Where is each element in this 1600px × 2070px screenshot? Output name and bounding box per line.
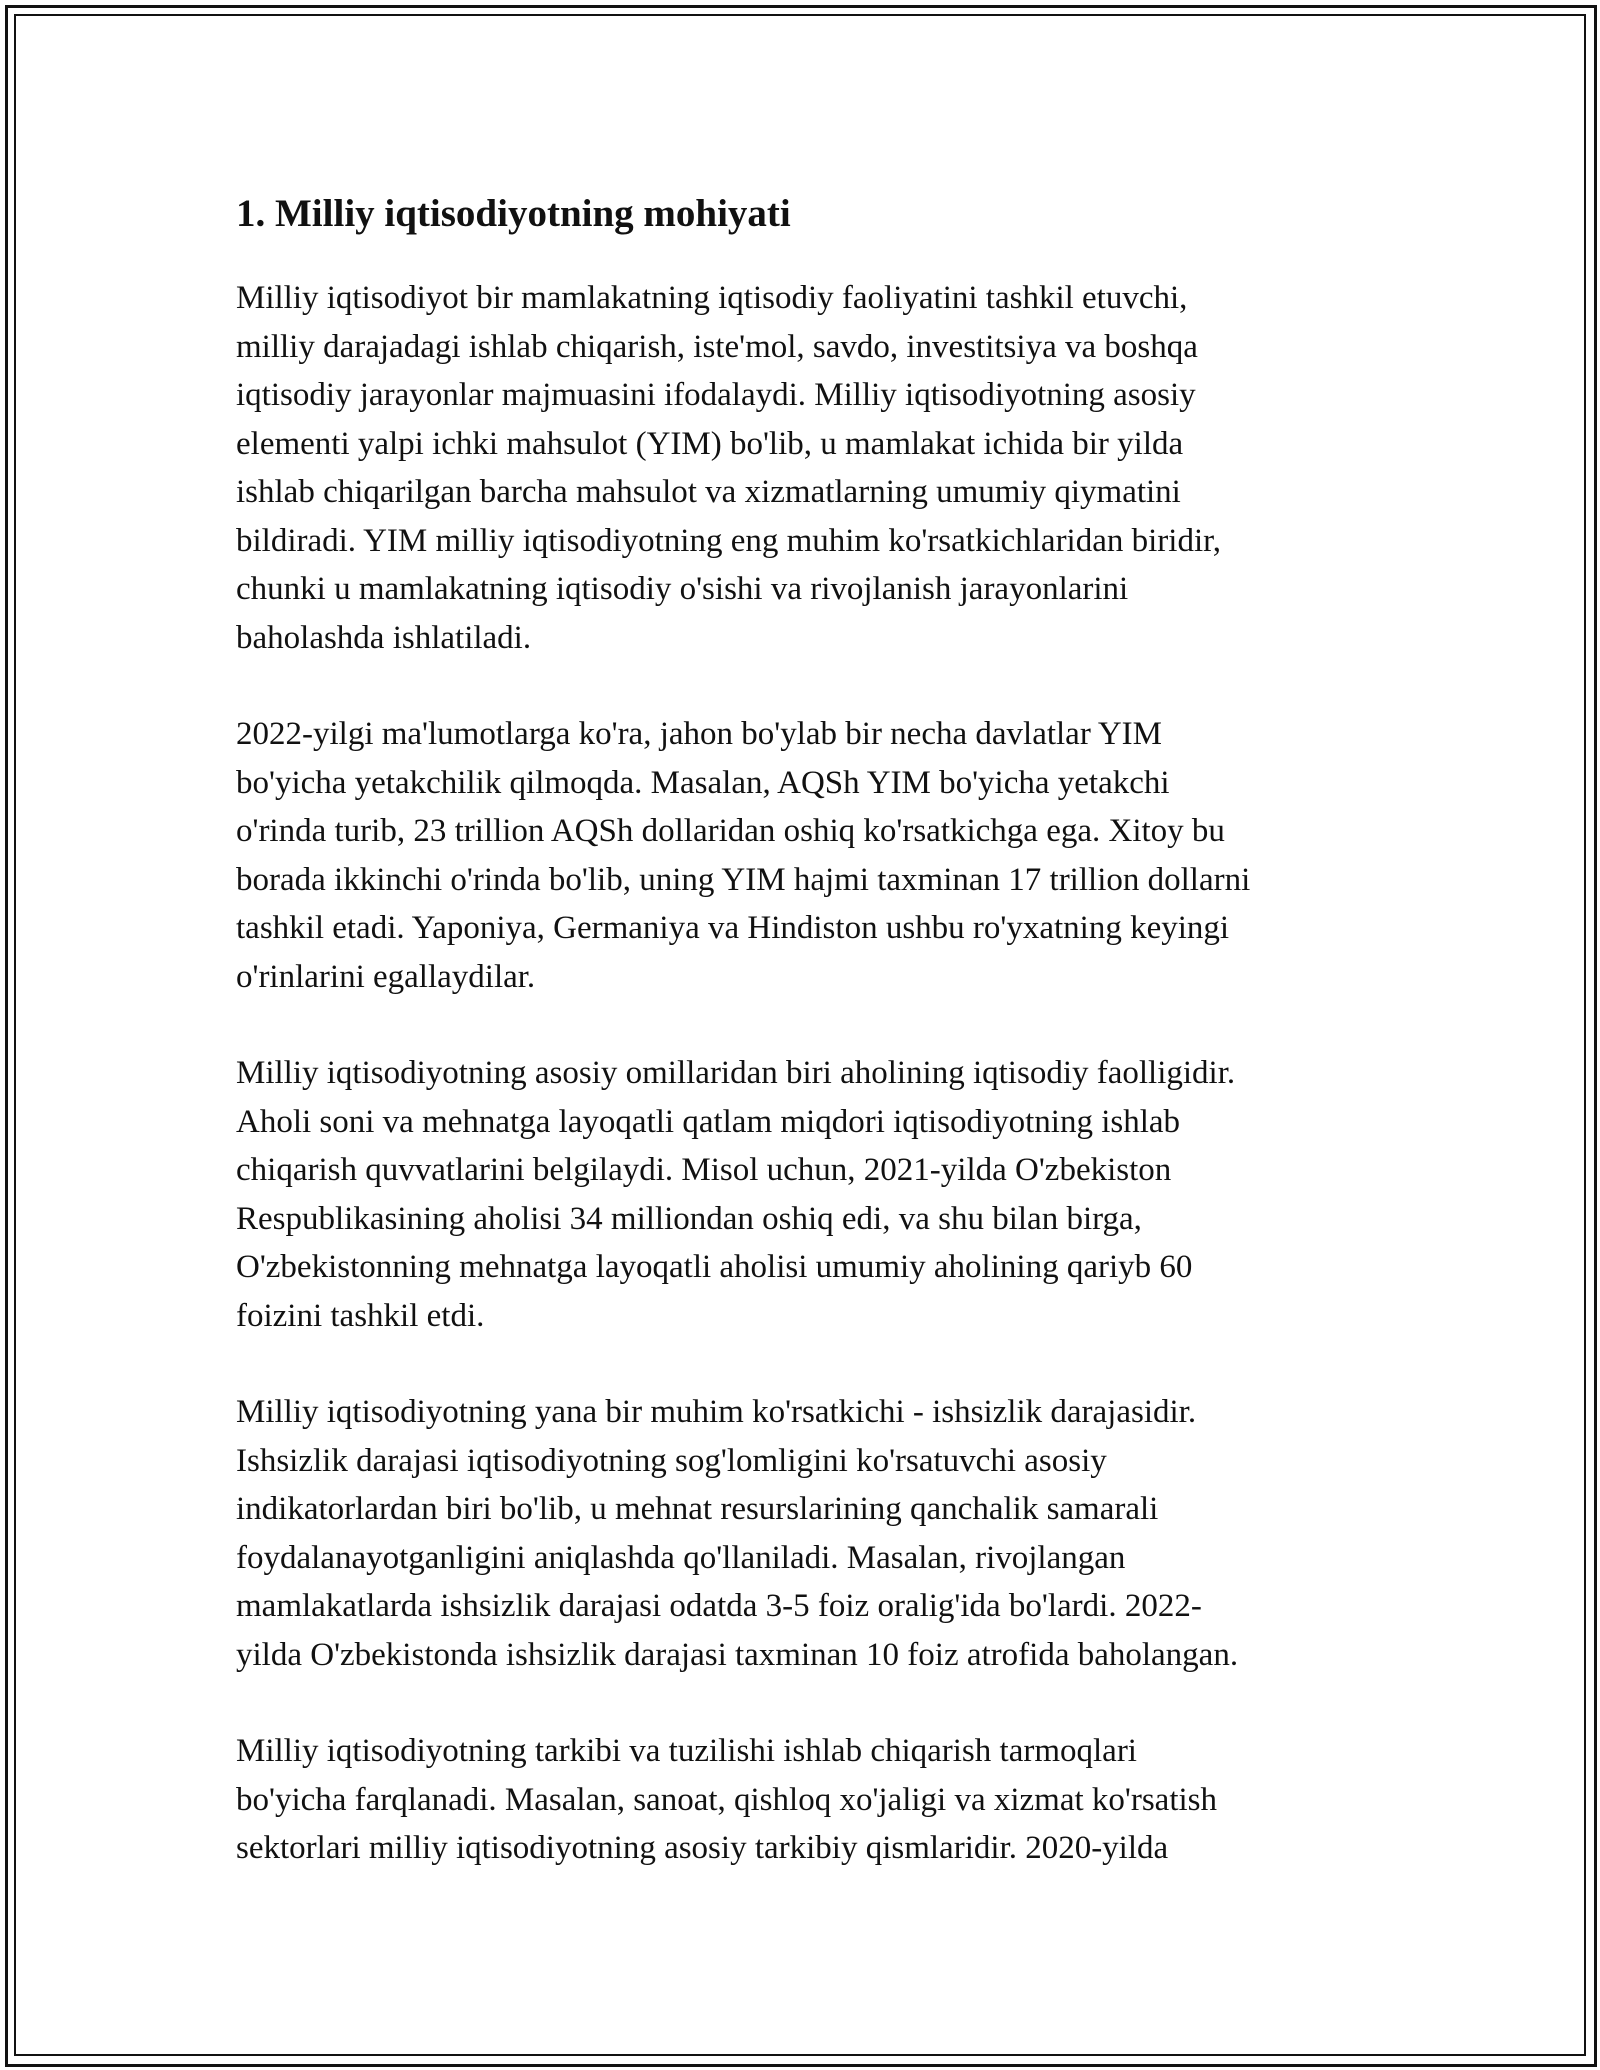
paragraph-2: 2022-yilgi ma'lumotlarga ko'ra, jahon bo'ylab bir necha davlatlar YIM bo'yicha yetakchilik qilmoqda. Masalan, AQSh YIM bo'yicha yetakchi o'rinda turib, 23 trillion AQSh dollaridan oshiq ko'rsatkichga ega. Xitoy bu borada ikkinchi o'rinda bo'lib, uning YIM hajmi taxminan 17 trillion dollarni tashkil etadi. Yaponiya, Germaniya va Hindiston ushbu ro'yxatning keyingi o'rinlarini egallaydilar. [236,716,1251,995]
paragraph-5: Milliy iqtisodiyotning tarkibi va tuzilishi ishlab chiqarish tarmoqlari bo'yicha farqlanadi. Masalan, sanoat, qishloq xo'jaligi va xizmat ko'rsatish sektorlari milliy iqtisodiyotning asosiy tarkibiy qismlaridir. 2020-yilda [236,1733,1218,1866]
paragraph-1: Milliy iqtisodiyot bir mamlakatning iqtisodiy faoliyatini tashkil etuvchi, milliy darajadagi ishlab chiqarish, iste'mol, savdo, investitsiya va boshqa iqtisodiy jarayonlar majmuasini ifodalaydi. Milliy iqtisodiyotning asosiy elementi yalpi ichki mahsulot (YIM) bo'lib, u mamlakat ichida bir yilda ishlab chiqarilgan barcha mahsulot va xizmatlarning umumiy qiymatini bildiradi. YIM milliy iqtisodiyotning eng muhim ko'rsatkichlaridan biridir, chunki u mamlakatning iqtisodiy o'sishi va rivojlanish jarayonlarini baholashda ishlatiladi. [236,280,1222,656]
paragraph-3: Milliy iqtisodiyotning asosiy omillaridan biri aholining iqtisodiy faolligidir. Aholi soni va mehnatga layoqatli qatlam miqdori iqtisodiyotning ishlab chiqarish quvvatlarini belgilaydi. Misol uchun, 2021-yilda O'zbekiston Respublikasining aholisi 34 milliondan oshiq edi, va shu bilan birga, O'zbekistonning mehnatga layoqatli aholisi umumiy aholining qariyb 60 foizini tashkil etdi. [236,1055,1236,1334]
section-heading: 1. Milliy iqtisodiyotning mohiyati [236,192,791,235]
paragraph-4: Milliy iqtisodiyotning yana bir muhim ko'rsatkichi - ishsizlik darajasidir. Ishsizlik darajasi iqtisodiyotning sog'lomligini ko'rsatuvchi asosiy indikatorlardan biri bo'lib, u mehnat resurslarining qanchalik samarali foydalanayotganligini aniqlashda qo'llaniladi. Masalan, rivojlangan mamlakatlarda ishsizlik darajasi odatda 3-5 foiz oralig'ida bo'lardi. 2022- yilda O'zbekistonda ishsizlik darajasi taxminan 10 foiz atrofida baholangan. [236,1394,1239,1673]
document-page [236,186,1386,1921]
